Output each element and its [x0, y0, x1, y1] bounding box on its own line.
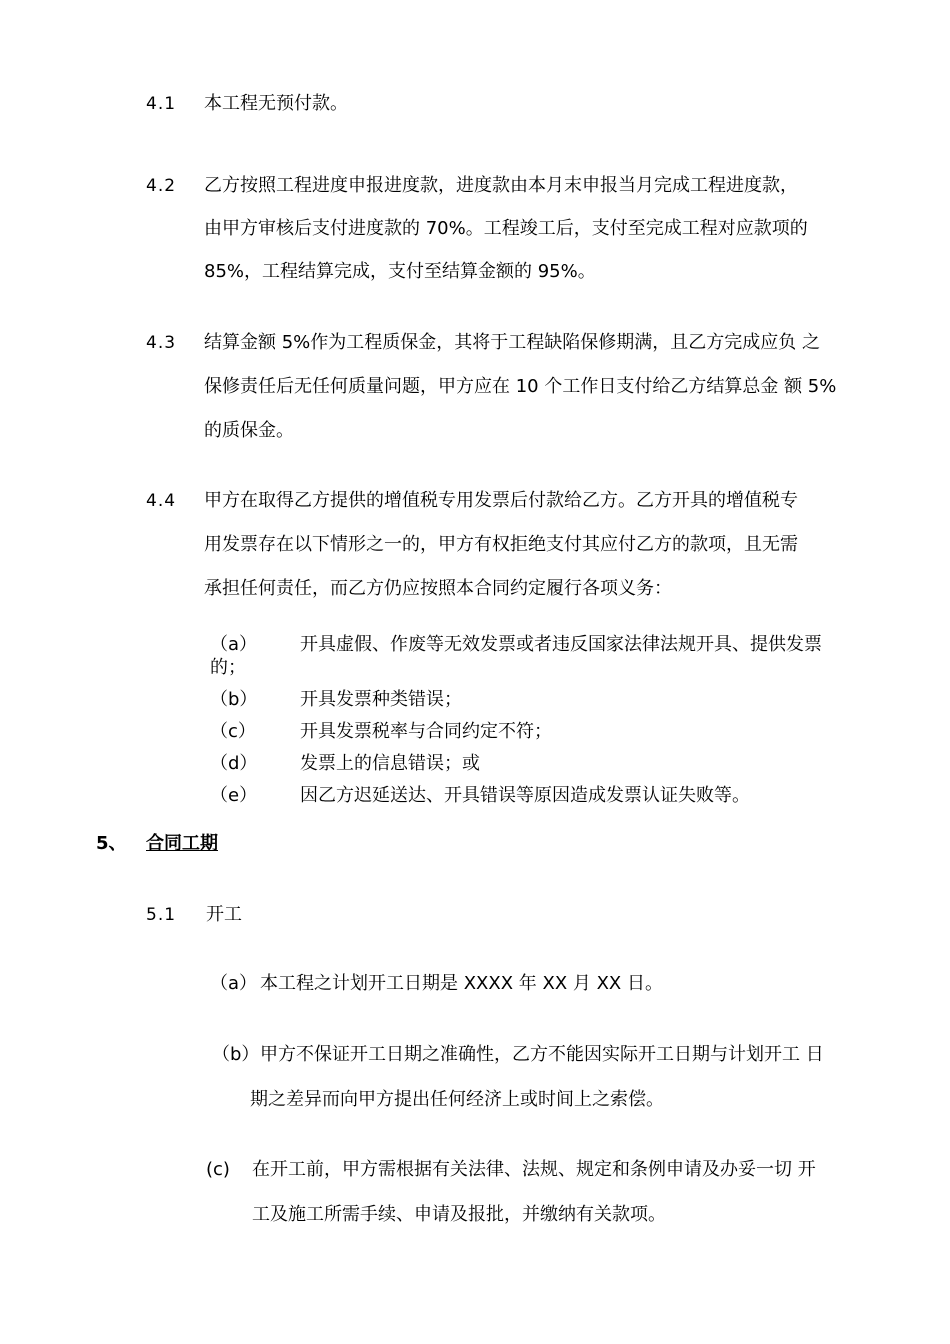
- clause-text-line: 结算金额 5%作为工程质保金，其将于工程缺陷保修期满，且乙方完成应负 之: [204, 332, 820, 353]
- sub-item-text: 开具虚假、作废等无效发票或者违反国家法律法规开具、提供发票: [300, 634, 822, 655]
- sub-item-label: （b）: [212, 1044, 260, 1065]
- sub-item-text: 开具发票税率与合同约定不符；: [300, 721, 552, 742]
- clause-text-line: 的质保金。: [204, 420, 294, 441]
- section-number: 5、: [96, 833, 127, 854]
- clause-text-line: 85%，工程结算完成，支付至结算金额的 95%。: [204, 261, 596, 282]
- clause-text-line: 由甲方审核后支付进度款的 70%。工程竣工后，支付至完成工程对应款项的: [204, 218, 808, 239]
- clause-text-line: 甲方在取得乙方提供的增值税专用发票后付款给乙方。乙方开具的增值税专: [204, 490, 798, 511]
- sub-item-text: 期之差异而向甲方提出任何经济上或时间上之索偿。: [250, 1089, 664, 1110]
- clause-text-line: 乙方按照工程进度申报进度款，进度款由本月末申报当月完成工程进度款，: [204, 175, 798, 196]
- sub-item-text: 开具发票种类错误；: [300, 689, 462, 710]
- sub-item-label: （d）: [210, 753, 258, 774]
- sub-item-text: 工及施工所需手续、申请及报批，并缴纳有关款项。: [252, 1204, 666, 1225]
- clause-number: 4.1: [146, 94, 177, 114]
- sub-item-label: （a）: [210, 634, 258, 655]
- clause-title: 开工: [206, 904, 242, 925]
- clause-number: 5.1: [146, 905, 177, 925]
- clause-text-line: 用发票存在以下情形之一的，甲方有权拒绝支付其应付乙方的款项，且无需: [204, 534, 798, 555]
- sub-item-text: 的；: [210, 657, 246, 678]
- clause-number: 4.3: [146, 333, 177, 353]
- clause-number: 4.2: [146, 176, 177, 196]
- sub-item-label: （b）: [210, 689, 258, 710]
- sub-item-label: （e）: [210, 785, 258, 806]
- sub-item-label: (c): [206, 1159, 230, 1180]
- sub-item-text: 甲方不保证开工日期之准确性，乙方不能因实际开工日期与计划开工 日: [260, 1044, 824, 1065]
- clause-number: 4.4: [146, 491, 177, 511]
- clause-text-line: 承担任何责任，而乙方仍应按照本合同约定履行各项义务：: [204, 578, 672, 599]
- sub-item-text: 本工程之计划开工日期是 XXXX 年 XX 月 XX 日。: [260, 973, 663, 994]
- sub-item-text: 因乙方迟延送达、开具错误等原因造成发票认证失败等。: [300, 785, 750, 806]
- sub-item-label: （a）: [210, 973, 258, 994]
- sub-item-text: 发票上的信息错误；或: [300, 753, 480, 774]
- clause-text-line: 保修责任后无任何质量问题，甲方应在 10 个工作日支付给乙方结算总金 额 5%: [204, 376, 837, 397]
- sub-item-label: （c）: [210, 721, 256, 742]
- section-title: 合同工期: [146, 833, 218, 854]
- sub-item-text: 在开工前，甲方需根据有关法律、法规、规定和条例申请及办妥一切 开: [252, 1159, 816, 1180]
- clause-text-line: 本工程无预付款。: [204, 93, 348, 114]
